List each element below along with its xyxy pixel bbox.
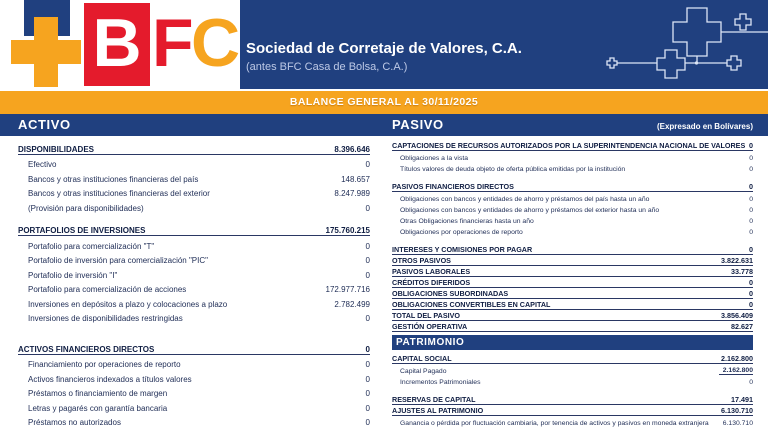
logo-letter-f: F (152, 5, 194, 81)
line-item-row (18, 155, 370, 170)
line-item-label: RESERVAS DE CAPITAL (392, 395, 476, 404)
line-item-row (18, 309, 370, 324)
line-item-value: 0 (749, 141, 753, 150)
line-item-label: Títulos valores de deuda objeto de oferta pública emitidas por la institución (400, 166, 626, 173)
statement-section (392, 353, 753, 386)
line-item-label: GESTIÓN OPERATIVA (392, 322, 468, 331)
line-item-row (392, 394, 753, 405)
line-item-label: PASIVOS LABORALES (392, 267, 471, 276)
line-item-row (392, 310, 753, 321)
line-item-value: 0 (749, 166, 753, 173)
line-item-value: 0 (365, 256, 370, 265)
line-item-row (18, 294, 370, 309)
line-item-row (392, 299, 753, 310)
line-item-value: 0 (749, 278, 753, 287)
statement-section (392, 321, 753, 332)
logo-letter-b-glyph: B (92, 5, 142, 81)
line-item-label: Portafolio de inversión "I" (28, 270, 118, 280)
line-item-row (392, 353, 753, 364)
line-item-value: 0 (749, 229, 753, 236)
line-item-label: Incrementos Patrimoniales (400, 379, 481, 386)
line-item-value: 0 (365, 160, 370, 169)
line-item-row (18, 251, 370, 266)
line-item-value: 0 (749, 289, 753, 298)
statement-section (392, 266, 753, 277)
line-item-label: CAPITAL SOCIAL (392, 354, 452, 363)
line-item-value: 6.130.710 (722, 420, 753, 427)
line-item-value: 0 (365, 203, 370, 213)
line-item-value: 0 (749, 155, 753, 162)
line-item-row (18, 140, 370, 155)
line-item-value: 0 (365, 374, 370, 384)
balance-banner (0, 89, 768, 114)
line-item-label: Inversiones de disponibilidades restringidas (28, 314, 183, 323)
line-item-label: Obligaciones con bancos y entidades de ahorro y préstamos del país hasta un año (400, 196, 650, 203)
line-item-value: 3.856.409 (721, 311, 753, 320)
line-item-label: INTERESES Y COMISIONES POR PAGAR (392, 245, 533, 254)
activo-column (18, 140, 370, 427)
line-item-value: 0 (749, 245, 753, 254)
statement-section (18, 222, 370, 324)
line-item-value: 0 (749, 182, 753, 191)
statement-section (392, 277, 753, 288)
line-item-row (392, 266, 753, 277)
line-item-row (392, 375, 753, 386)
line-item-row (392, 405, 753, 416)
pasivo-column (392, 140, 753, 427)
line-item-value: 0 (365, 270, 370, 280)
line-item-row (392, 192, 753, 203)
line-item-label: Obligaciones a la vista (400, 155, 469, 162)
section-bar (0, 114, 768, 136)
line-item-value: 175.760.215 (325, 226, 370, 235)
line-item-label: Financiamiento por operaciones de reporto (28, 360, 181, 369)
line-item-value: 3.822.631 (721, 256, 753, 265)
header (0, 0, 768, 89)
statement-section (392, 405, 753, 427)
line-item-value: 148.657 (341, 174, 370, 184)
line-item-label: Inversiones en depósitos a plazo y colocaciones a plazo (28, 299, 228, 309)
statement-section (392, 394, 753, 405)
line-item-row (18, 280, 370, 295)
line-item-label: Efectivo (28, 160, 57, 169)
line-item-label: OBLIGACIONES SUBORDINADAS (392, 289, 509, 298)
line-item-row (392, 203, 753, 214)
line-item-label: CAPTACIONES DE RECURSOS AUTORIZADOS POR LA SUPERINTENDENCIA NACIONAL DE VALORES (392, 141, 745, 150)
line-item-value: 0 (365, 403, 370, 413)
line-item-value: 172.977.716 (325, 285, 370, 294)
statement-section (392, 288, 753, 299)
statement-section (18, 140, 370, 213)
line-item-label: AJUSTES AL PATRIMONIO (392, 406, 484, 415)
line-item-label: Otras Obligaciones financieras hasta un año (400, 218, 534, 225)
line-item-row (18, 369, 370, 384)
statement-section (392, 310, 753, 321)
line-item-value: 0 (749, 300, 753, 309)
line-item-value: 17.491 (731, 395, 753, 404)
statement-section (18, 340, 370, 427)
line-item-row (392, 416, 753, 427)
line-item-row (392, 255, 753, 266)
line-item-value: 0 (365, 314, 370, 323)
line-item-row (392, 140, 753, 151)
line-item-label: Obligaciones con bancos y entidades de ahorro y préstamos del exterior hasta un año (400, 207, 660, 214)
bfc-logo (10, 0, 240, 89)
line-item-label: OBLIGACIONES CONVERTIBLES EN CAPITAL (392, 300, 551, 309)
balance-banner-text: BALANCE GENERAL AL 30/11/2025 (289, 96, 479, 108)
line-item-value: 6.130.710 (721, 406, 753, 415)
line-item-label: (Provisión para disponibilidades) (28, 203, 144, 213)
line-item-row (18, 184, 370, 199)
line-item-label: Bancos y otras instituciones financieras del país (28, 174, 199, 184)
line-item-label: TOTAL DEL PASIVO (392, 311, 461, 320)
line-item-label: Capital Pagado (400, 368, 447, 375)
line-item-label: CRÉDITOS DIFERIDOS (392, 278, 471, 287)
line-item-row (18, 198, 370, 213)
line-item-value: 8.247.989 (334, 189, 370, 198)
line-item-value: 33.778 (731, 267, 753, 276)
line-item-value: 2.162.800 (721, 354, 753, 363)
line-item-label: OTROS PASIVOS (392, 256, 451, 265)
line-item-value: 0 (749, 196, 753, 203)
statement-section (392, 299, 753, 310)
line-item-row (18, 236, 370, 251)
line-item-label: Bancos y otras instituciones financieras del exterior (28, 189, 210, 198)
line-item-row (392, 364, 753, 375)
line-item-value: 0 (749, 218, 753, 225)
line-item-label: Portafolio de inversión para comercialización "PIC" (28, 256, 208, 265)
line-item-label: DISPONIBILIDADES (18, 144, 95, 154)
line-item-label: Portafolio para comercialización de acciones (28, 285, 187, 294)
line-item-label: Activos financieros indexados a títulos valores (28, 374, 192, 384)
statement-section (392, 140, 753, 173)
line-item-row (392, 181, 753, 192)
patrimonio-section-header: PATRIMONIO (392, 335, 753, 350)
currency-note: (Expresado en Bolívares) (656, 122, 753, 131)
line-item-value: 0 (749, 207, 753, 214)
logo-letter-b (84, 3, 150, 86)
statement-section (392, 181, 753, 236)
statement-section (392, 244, 753, 255)
line-item-value: 8.396.646 (334, 144, 370, 154)
line-item-label: Letras y pagarés con garantía bancaria (28, 403, 168, 413)
line-item-label: Préstamos o financiamiento de margen (28, 389, 168, 398)
side-strip (0, 0, 10, 89)
line-item-row (18, 355, 370, 370)
company-title: Sociedad de Corretaje de Valores, C.A. (246, 40, 522, 57)
line-item-row (392, 151, 753, 162)
line-item-value: 0 (365, 344, 370, 354)
logo-letter-c: C (191, 5, 241, 81)
line-item-row (392, 214, 753, 225)
pasivo-heading: PASIVO (392, 117, 444, 132)
line-item-row (392, 321, 753, 332)
company-title-block (246, 40, 522, 73)
logo-plus-icon (11, 17, 81, 87)
activo-heading: ACTIVO (18, 117, 71, 132)
line-item-row (18, 222, 370, 237)
line-item-label: Obligaciones por operaciones de reporto (400, 229, 523, 236)
line-item-value: 0 (365, 389, 370, 398)
line-item-row (392, 225, 753, 236)
line-item-label: ACTIVOS FINANCIEROS DIRECTOS (18, 344, 155, 354)
line-item-label: Ganancia o pérdida por fluctuación cambiaria, por tenencia de activos y pasivos en moneda extranjera (400, 420, 709, 427)
line-item-value: 0 (365, 360, 370, 369)
decorative-crosses-icon (578, 4, 768, 84)
line-item-value: 2.782.499 (334, 299, 370, 309)
line-item-label: PORTAFOLIOS DE INVERSIONES (18, 226, 146, 235)
line-item-row (18, 398, 370, 413)
line-item-row (392, 162, 753, 173)
line-item-label: PASIVOS FINANCIEROS DIRECTOS (392, 182, 514, 191)
line-item-label: Portafolio para comercialización "T" (28, 241, 155, 251)
line-item-row (18, 169, 370, 184)
line-item-value: 0 (365, 418, 370, 427)
line-item-value: 2.162.800 (719, 367, 753, 375)
line-item-value: 0 (749, 379, 753, 386)
line-item-row (18, 340, 370, 355)
line-item-row (392, 277, 753, 288)
line-item-row (18, 413, 370, 428)
line-item-row (18, 384, 370, 399)
line-item-row (18, 265, 370, 280)
company-subtitle: (antes BFC Casa de Bolsa, C.A.) (246, 61, 408, 73)
line-item-row (392, 244, 753, 255)
line-item-value: 0 (365, 241, 370, 251)
line-item-row (392, 288, 753, 299)
line-item-value: 82.627 (731, 322, 753, 331)
line-item-label: Préstamos no autorizados (28, 418, 121, 427)
statement-section (392, 255, 753, 266)
